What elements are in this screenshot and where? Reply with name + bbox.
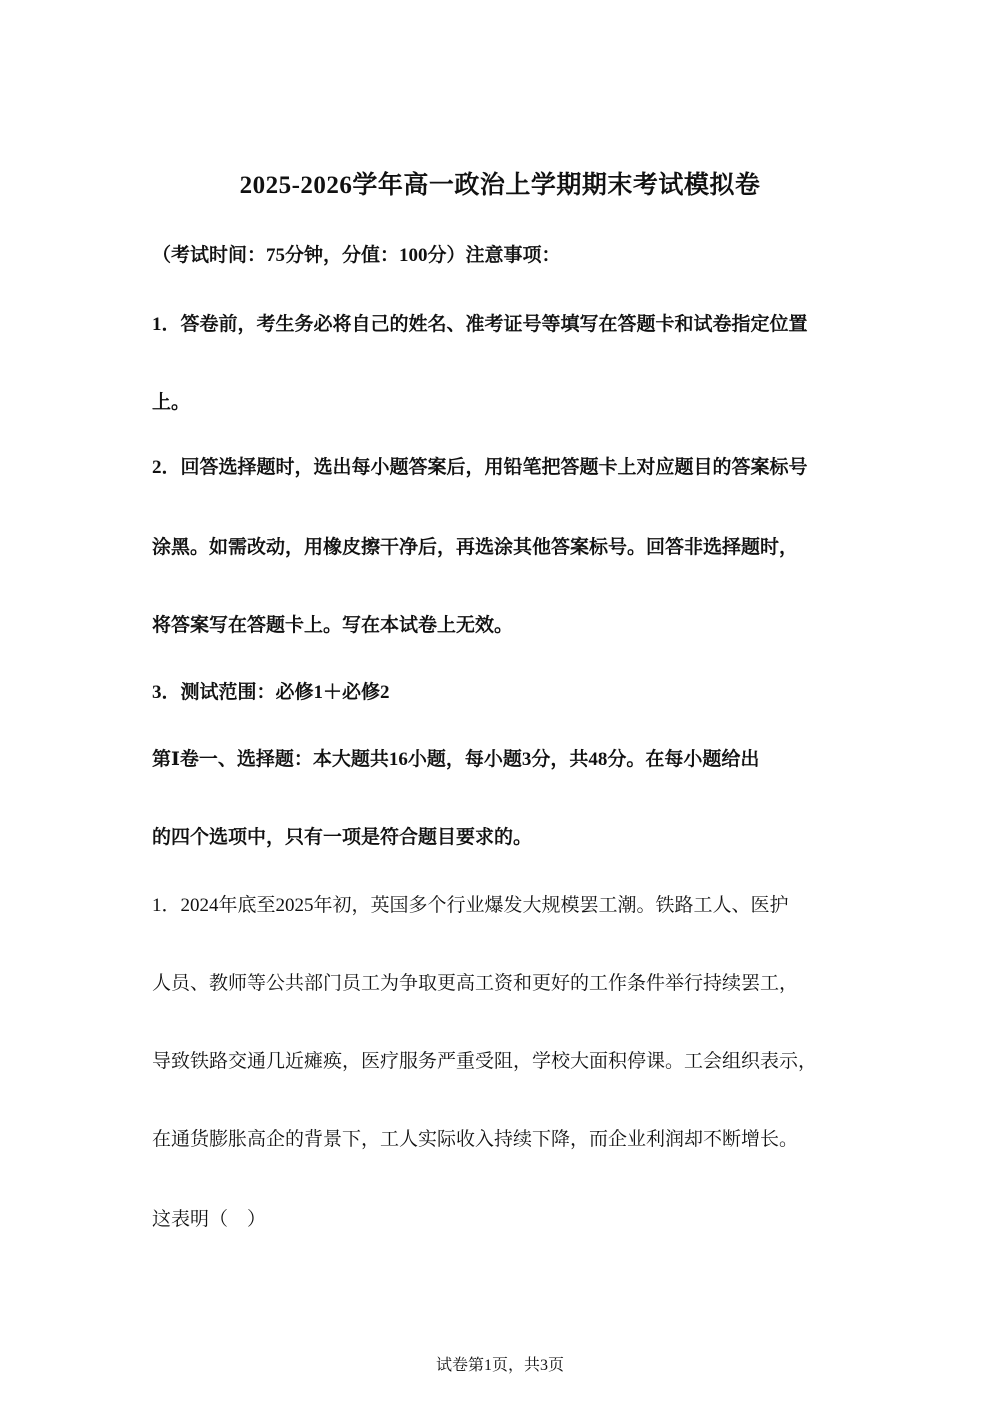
notice-3: 3．测试范围：必修1＋必修2	[152, 682, 390, 703]
section-heading-line-2: 的四个选项中，只有一项是符合题目要求的。	[152, 827, 533, 848]
notice-2-line-3: 将答案写在答题卡上。写在本试卷上无效。	[152, 615, 514, 636]
question-1-line-4: 在通货膨胀高企的背景下，工人实际收入持续下降，而企业利润却不断增长。	[152, 1129, 799, 1150]
notice-1-line-1: 1．答卷前，考生务必将自己的姓名、准考证号等填写在答题卡和试卷指定位置	[152, 314, 808, 335]
exam-info: （考试时间：75分钟，分值：100分）注意事项：	[152, 245, 561, 266]
notice-2-line-2: 涂黑。如需改动，用橡皮擦干净后，再选涂其他答案标号。回答非选择题时，	[152, 537, 799, 558]
question-1-line-1: 1．2024年底至2025年初，英国多个行业爆发大规模罢工潮。铁路工人、医护	[152, 895, 789, 916]
document-title: 2025-2026学年高一政治上学期期末考试模拟卷	[239, 172, 761, 199]
page-footer: 试卷第1页，共3页	[435, 1357, 564, 1374]
section-heading-line-1: 第Ⅰ卷一、选择题：本大题共16小题，每小题3分，共48分。在每小题给出	[152, 749, 760, 770]
question-1-line-2: 人员、教师等公共部门员工为争取更高工资和更好的工作条件举行持续罢工，	[152, 973, 799, 994]
notice-1-line-2: 上。	[152, 392, 191, 413]
notice-2-line-1: 2．回答选择题时，选出每小题答案后，用铅笔把答题卡上对应题目的答案标号	[152, 457, 808, 478]
question-1-line-5: 这表明（ ）	[152, 1209, 267, 1230]
question-1-line-3: 导致铁路交通几近瘫痪，医疗服务严重受阻，学校大面积停课。工会组织表示，	[152, 1051, 818, 1072]
